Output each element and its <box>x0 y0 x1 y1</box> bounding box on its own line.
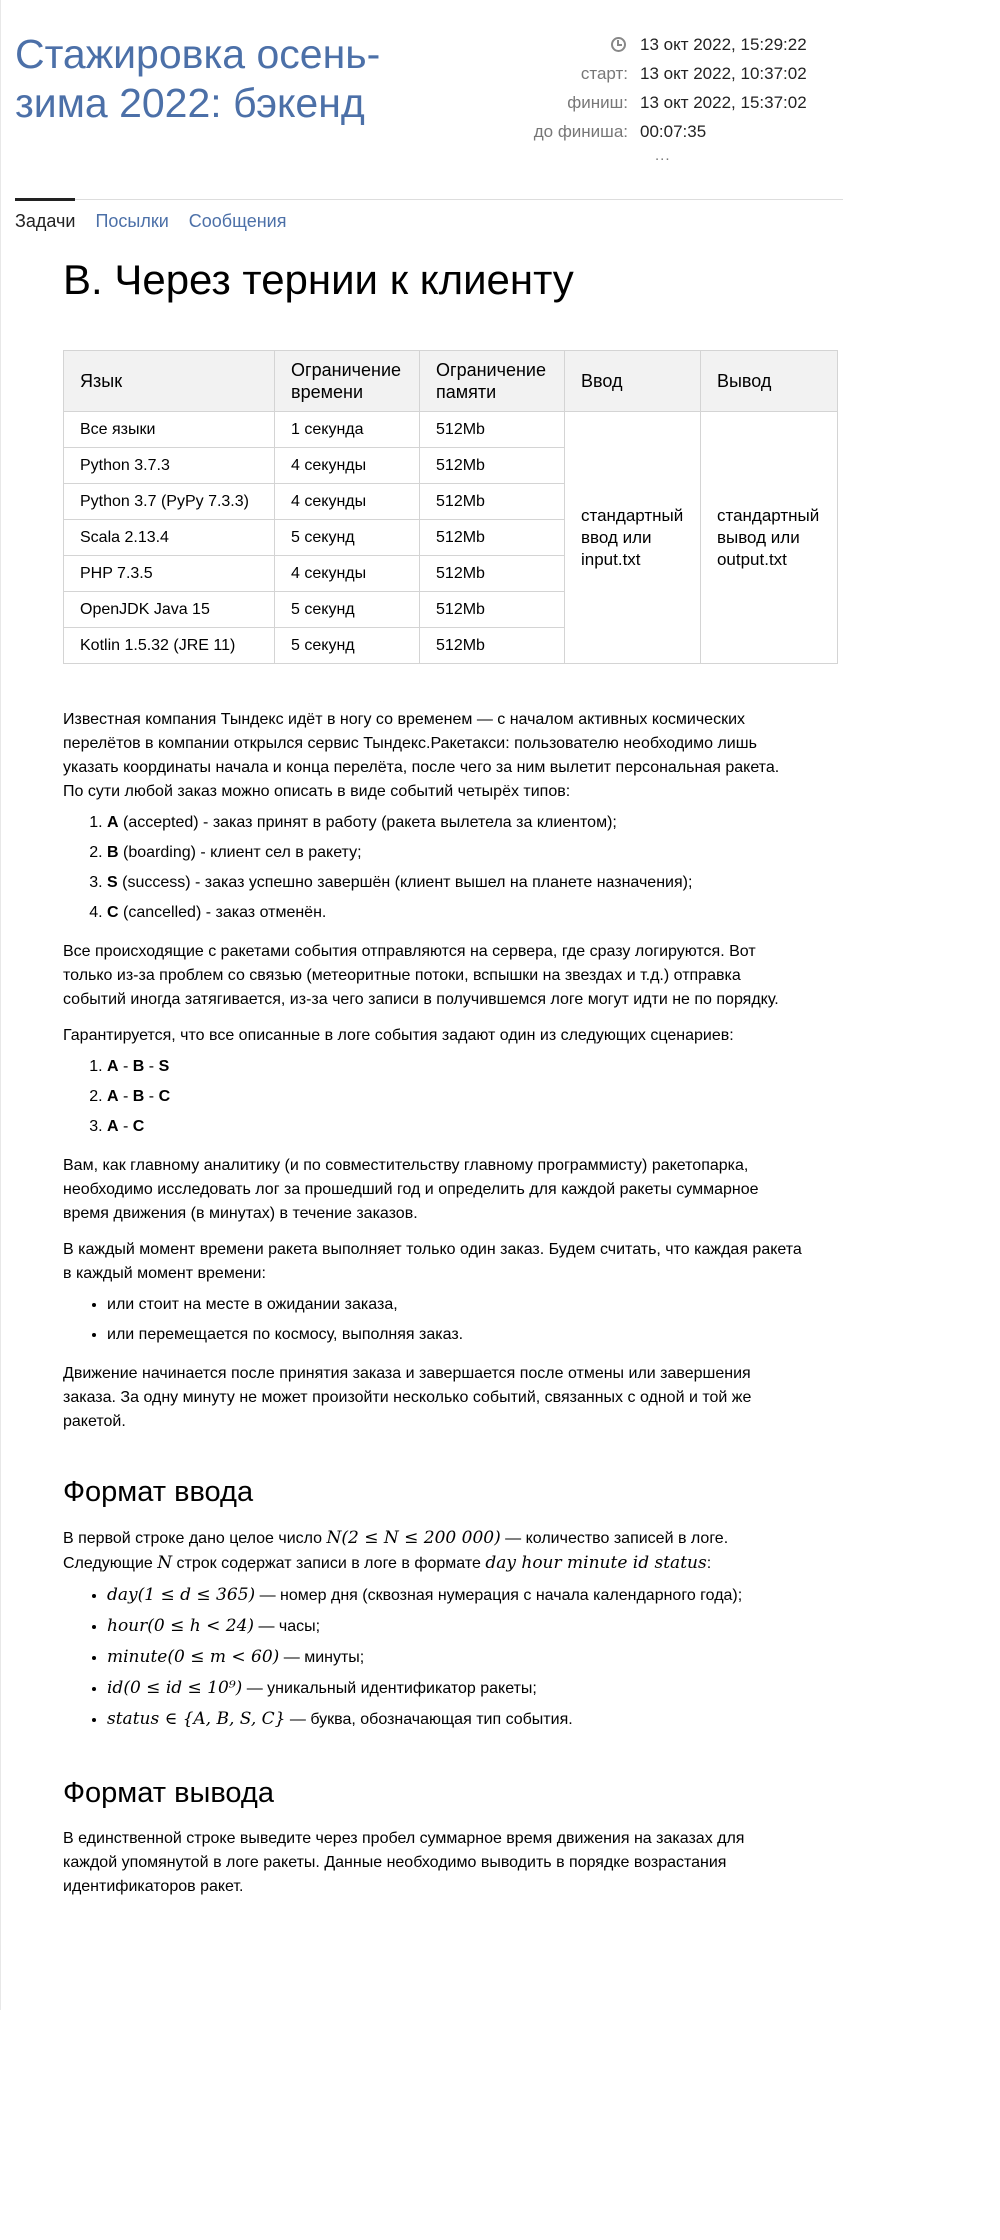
math-formula: status ∈ {A, B, S, C} <box>107 1709 286 1729</box>
time-cell: 5 секунд <box>275 592 420 628</box>
table-row <box>64 412 838 448</box>
time-cell: 1 секунда <box>275 412 420 448</box>
text-fragment: Следующие <box>63 1555 158 1572</box>
statement-task: Вам, как главному аналитику (и по совместительству главному программисту) ракетопарка, необходимо исследовать лог за прошедший год и определить для каждой ракеты суммарное время движения (в минутах) в течение заказов. <box>63 1157 759 1222</box>
contest-timing <box>520 30 840 146</box>
scenario-step: A <box>107 1058 119 1075</box>
problem-title: B. Через тернии к клиенту <box>63 256 574 303</box>
scenario-step: B <box>132 1058 145 1075</box>
timing-finish <box>520 88 840 117</box>
clock-icon <box>611 37 626 52</box>
header-divider <box>15 199 843 200</box>
statement-events-intro: По сути любой заказ можно описать в виде событий четырёх типов: <box>63 783 571 800</box>
memory-cell: 512Mb <box>420 520 565 556</box>
header-input: Ввод <box>564 351 700 412</box>
limits-header-row <box>64 351 838 412</box>
list-item <box>107 1704 803 1735</box>
statement-logging: Все происходящие с ракетами события отправляются на сервера, где сразу логируются. Вот только из-за проблем со связью (метеоритные потоки, вспышки на звездах и т.д.) отправка событий иногда затягивается, из-за чего записи в получившемся логе могут идти не по порядку. <box>63 943 779 1008</box>
list-item <box>107 1580 803 1611</box>
text-fragment: — количество записей в логе. <box>500 1530 729 1547</box>
event-code: S <box>107 874 118 891</box>
list-item <box>107 898 803 928</box>
field-description: — номер дня (сквозная нумерация с начала календарного года); <box>255 1587 743 1604</box>
memory-cell: 512Mb <box>420 592 565 628</box>
memory-cell: 512Mb <box>420 412 565 448</box>
tab-problems[interactable]: Задачи <box>15 211 76 231</box>
problem-statement <box>63 708 803 1899</box>
scenario-step: A <box>107 1118 119 1135</box>
statement-states-intro: В каждый момент времени ракета выполняет только один заказ. Будем считать, что каждая ракета в каждый момент времени: <box>63 1241 802 1282</box>
input-format-heading: Формат ввода <box>63 1476 254 1508</box>
input-cell: стандартный ввод или input.txt <box>564 412 700 664</box>
scenario-separator: - <box>118 1058 133 1075</box>
field-description: — часы; <box>254 1618 321 1635</box>
math-formula: N <box>157 1553 173 1573</box>
statement-scenarios-intro: Гарантируется, что все описанные в логе события задают один из следующих сценариев: <box>63 1027 734 1044</box>
rocket-states-list <box>63 1290 803 1350</box>
list-item <box>107 1082 803 1112</box>
event-description: (accepted) - заказ принят в работу (ракета вылетела за клиентом); <box>118 814 617 831</box>
output-cell: стандартный вывод или output.txt <box>700 412 837 664</box>
language-cell: OpenJDK Java 15 <box>64 592 275 628</box>
text-fragment: В первой строке дано целое число <box>63 1530 327 1547</box>
list-item <box>107 868 803 898</box>
math-formula: id(0 ≤ id ≤ 10⁹) <box>107 1678 243 1698</box>
list-item <box>107 808 803 838</box>
memory-cell: 512Mb <box>420 556 565 592</box>
scenario-step: C <box>132 1118 145 1135</box>
memory-cell: 512Mb <box>420 484 565 520</box>
active-tab-indicator <box>15 198 75 201</box>
timing-start <box>520 59 840 88</box>
tab-messages[interactable]: Сообщения <box>188 211 287 231</box>
contest-tabs <box>15 208 306 234</box>
scenario-separator: - <box>144 1058 159 1075</box>
list-item <box>107 1642 803 1673</box>
finish-time: 13 окт 2022, 15:37:02 <box>640 93 807 112</box>
list-item <box>107 1673 803 1704</box>
text-fragment: строк содержат записи в логе в формате <box>172 1555 486 1572</box>
statement-movement: Движение начинается после принятия заказа и завершается после отмены или завершения заказа. За одну минуту не может произойти несколько событий, связанных с одной и той же ракетой. <box>63 1365 752 1430</box>
memory-cell: 512Mb <box>420 628 565 664</box>
statement-intro: Известная компания Тындекс идёт в ногу со временем — с началом активных космических перелётов в компании открылся сервис Тындекс.Ракетакси: пользователю необходимо лишь указать координаты начала и конца перелёта, после чего за ним вылетит персональная ракета. <box>63 711 780 776</box>
finish-label: финиш: <box>567 93 628 112</box>
limits-table <box>63 350 838 664</box>
timing-more-button[interactable]: ... <box>655 147 671 164</box>
language-cell: Scala 2.13.4 <box>64 520 275 556</box>
list-item <box>107 1052 803 1082</box>
time-cell: 5 секунд <box>275 520 420 556</box>
field-description: — буква, обозначающая тип события. <box>285 1711 573 1728</box>
text-fragment: : <box>706 1555 712 1572</box>
language-cell: Kotlin 1.5.32 (JRE 11) <box>64 628 275 664</box>
scenario-step: S <box>158 1058 170 1075</box>
time-cell: 4 секунды <box>275 448 420 484</box>
header-memory-limit: Ограничение памяти <box>420 351 565 412</box>
scenario-separator: - <box>118 1118 133 1135</box>
math-formula: minute(0 ≤ m < 60) <box>107 1647 280 1667</box>
header-time-limit: Ограничение времени <box>275 351 420 412</box>
language-cell: Python 3.7 (PyPy 7.3.3) <box>64 484 275 520</box>
start-time: 13 окт 2022, 10:37:02 <box>640 64 807 83</box>
math-formula: N(2 ≤ N ≤ 200 000) <box>326 1528 501 1548</box>
event-description: (cancelled) - заказ отменён. <box>118 904 327 921</box>
list-item <box>107 838 803 868</box>
event-types-list <box>63 808 803 928</box>
scenario-separator: - <box>118 1088 133 1105</box>
header-output: Вывод <box>700 351 837 412</box>
event-description: (boarding) - клиент сел в ракету; <box>118 844 362 861</box>
tab-submissions[interactable]: Посылки <box>95 211 169 231</box>
output-format-heading: Формат вывода <box>63 1777 274 1809</box>
remaining-label: до финиша: <box>533 122 628 141</box>
list-item: • или стоит на месте в ожидании заказа, <box>107 1290 803 1320</box>
memory-cell: 512Mb <box>420 448 565 484</box>
math-formula: hour(0 ≤ h < 24) <box>107 1616 255 1636</box>
event-code: B <box>107 844 119 861</box>
language-cell: PHP 7.3.5 <box>64 556 275 592</box>
field-description: — минуты; <box>279 1649 365 1666</box>
header-language: Язык <box>64 351 275 412</box>
math-formula: day hour minute id status <box>485 1553 707 1573</box>
input-format-line2 <box>63 1551 803 1576</box>
output-format-text: В единственной строке выведите через пробел суммарное время движения на заказах для каждой упомянутой в логе ракеты. Данные необходимо выводить в порядке возрастания идентификаторов ракет. <box>63 1830 745 1895</box>
current-time: 13 окт 2022, 15:29:22 <box>640 35 807 54</box>
time-cell: 4 секунды <box>275 556 420 592</box>
time-cell: 5 секунд <box>275 628 420 664</box>
timing-current <box>520 30 840 59</box>
event-code: C <box>107 904 119 921</box>
scenario-step: B <box>132 1088 145 1105</box>
start-label: старт: <box>580 64 628 83</box>
scenarios-list <box>63 1052 803 1142</box>
input-fields-list <box>63 1580 803 1735</box>
list-item: • или перемещается по космосу, выполняя заказ. <box>107 1320 803 1350</box>
scenario-step: A <box>107 1088 119 1105</box>
time-cell: 4 секунды <box>275 484 420 520</box>
field-description: — уникальный идентификатор ракеты; <box>242 1680 537 1697</box>
input-format-line1 <box>63 1526 803 1551</box>
timing-remaining <box>520 117 840 146</box>
list-item <box>107 1112 803 1142</box>
contest-title: Стажировка осень-зима 2022: бэкенд <box>15 31 381 126</box>
remaining-time: 00:07:35 <box>640 122 707 141</box>
event-code: A <box>107 814 119 831</box>
language-cell: Все языки <box>64 412 275 448</box>
scenario-step: C <box>158 1088 171 1105</box>
event-description: (success) - заказ успешно завершён (клиент вышел на планете назначения); <box>117 874 693 891</box>
scenario-separator: - <box>144 1088 159 1105</box>
language-cell: Python 3.7.3 <box>64 448 275 484</box>
list-item <box>107 1611 803 1642</box>
math-formula: day(1 ≤ d ≤ 365) <box>107 1585 256 1605</box>
